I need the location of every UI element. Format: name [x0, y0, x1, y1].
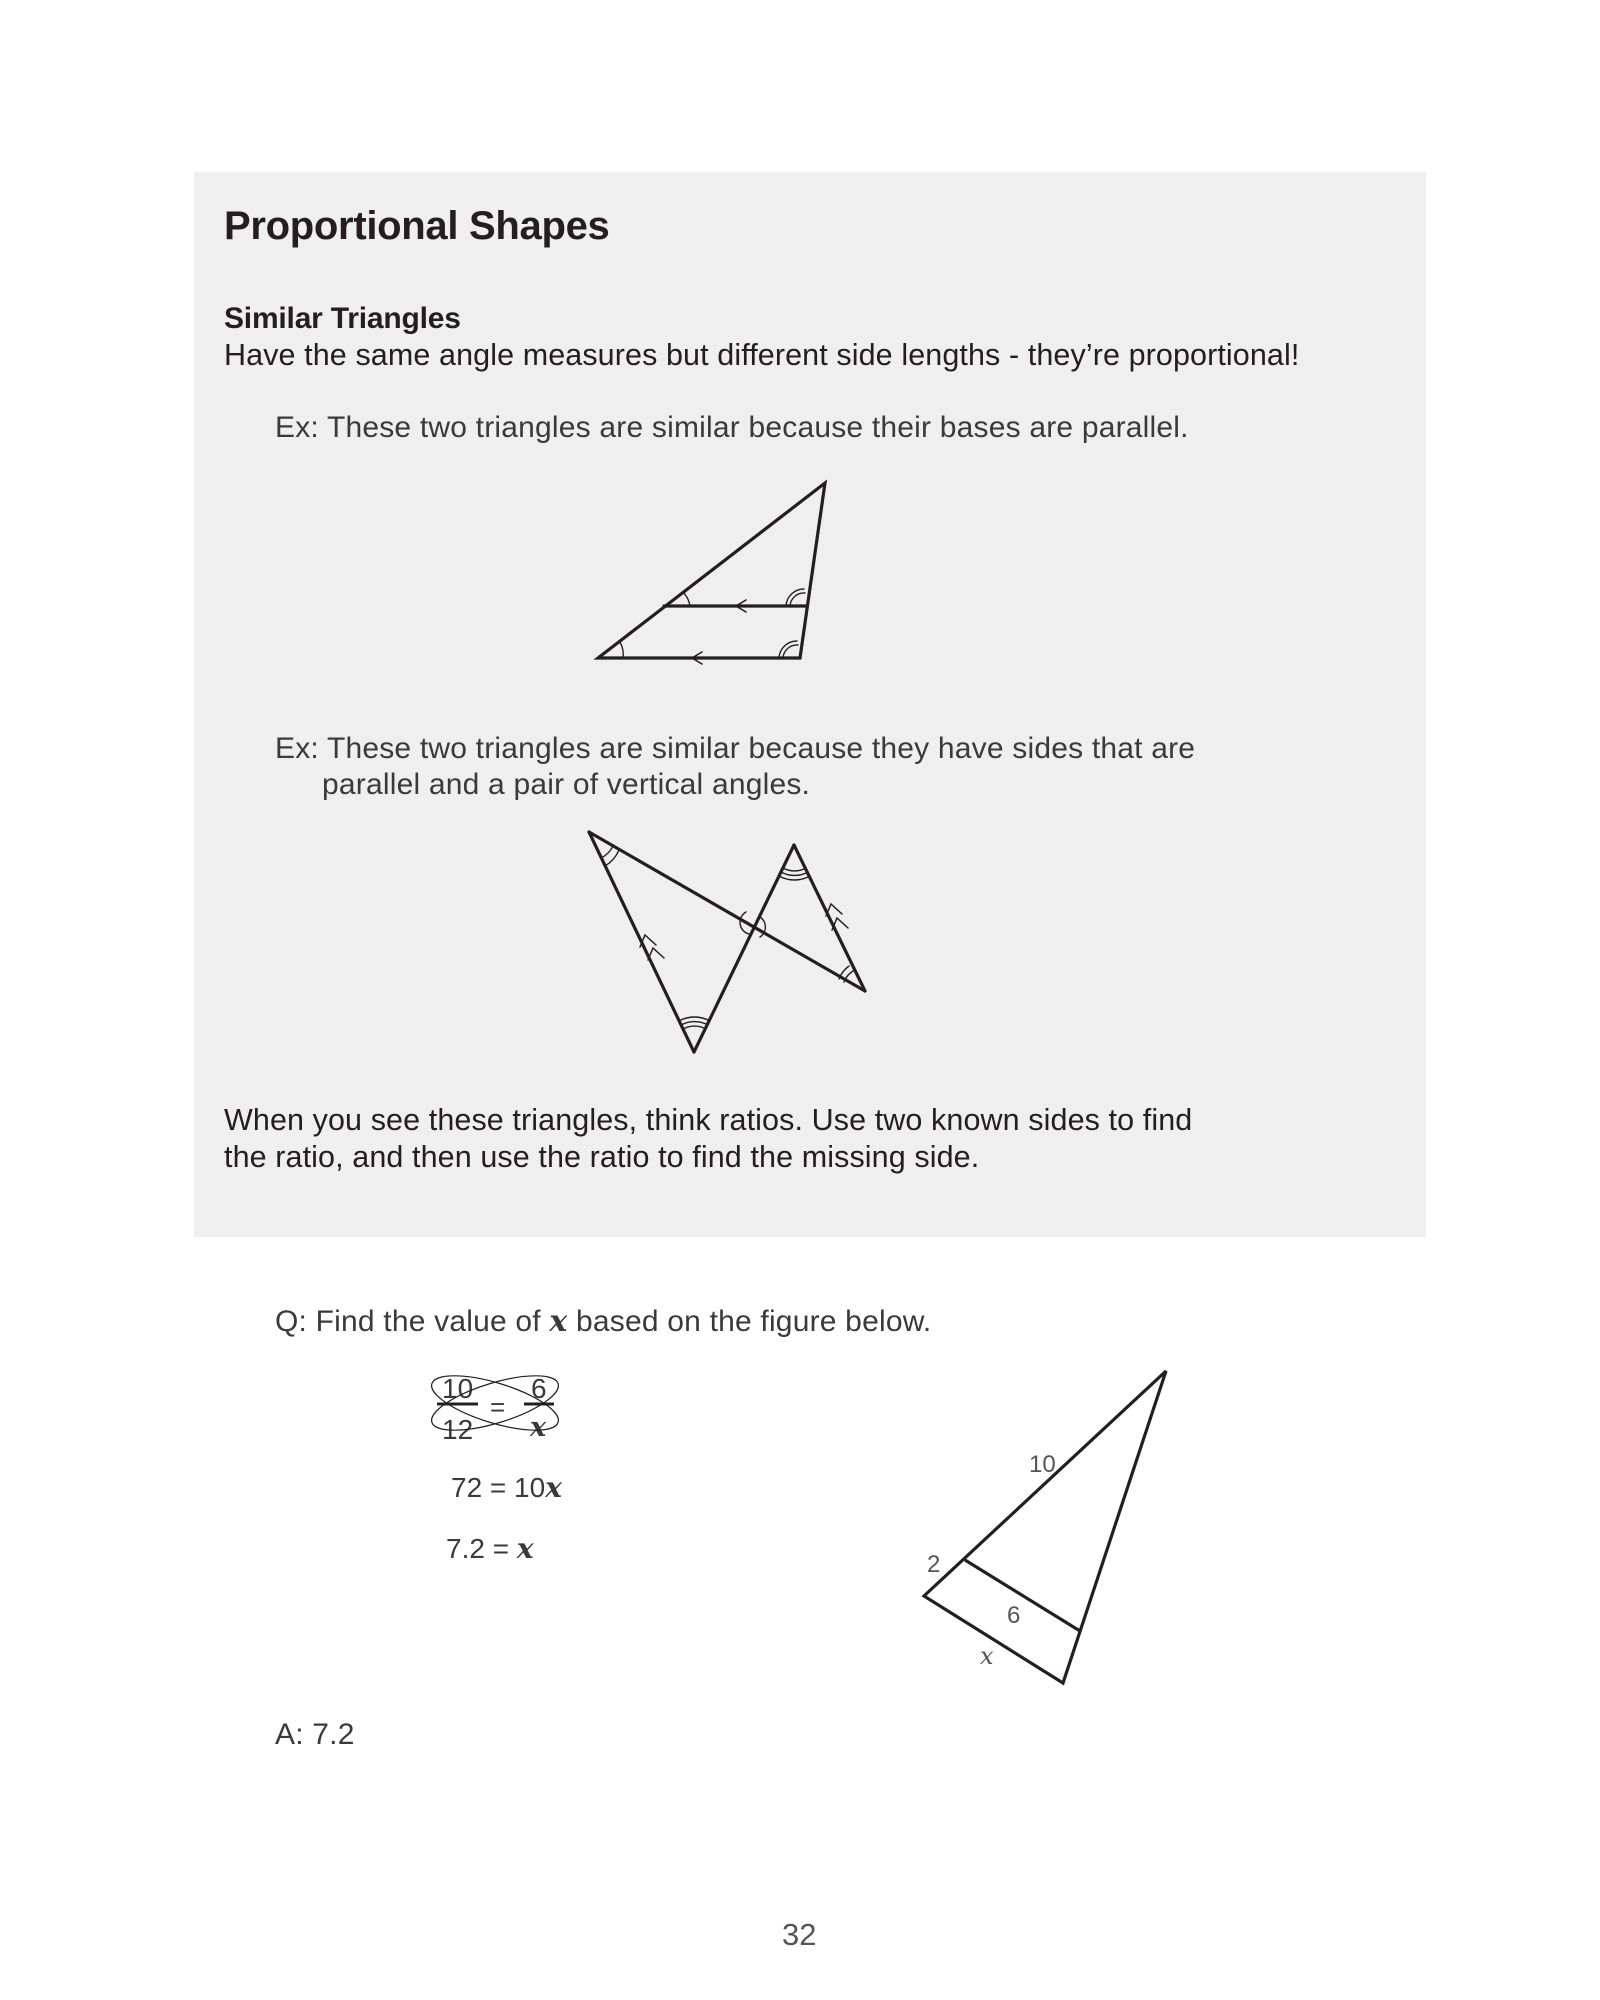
page-title: Proportional Shapes	[224, 204, 610, 248]
question-triangle-figure	[924, 1371, 1166, 1683]
example-2-text-line1: Ex: These two triangles are similar because they have sides that are	[275, 732, 1196, 765]
label-side-6: 6	[1007, 1602, 1021, 1629]
label-side-10: 10	[1029, 1451, 1056, 1478]
question-variable: x	[549, 1304, 568, 1339]
fraction-right-numerator: 6	[531, 1373, 547, 1404]
label-side-2: 2	[927, 1551, 941, 1578]
fraction-left-numerator: 10	[442, 1373, 474, 1404]
step-2-variable: x	[516, 1532, 534, 1565]
answer-text: A: 7.2	[275, 1718, 355, 1751]
example-1-text: Ex: These two triangles are similar because their bases are parallel.	[275, 411, 1189, 444]
tip-text-line1: When you see these triangles, think ratios. Use two known sides to find	[224, 1103, 1193, 1137]
page-number: 32	[782, 1917, 817, 1952]
cross-multiplication-figure	[426, 1365, 564, 1442]
step-2-expression: 7.2 =	[446, 1533, 517, 1564]
subheading: Similar Triangles	[224, 302, 461, 335]
fraction-equals: =	[490, 1392, 506, 1422]
tip-text-line2: the ratio, and then use the ratio to find the missing side.	[224, 1140, 980, 1174]
question-suffix: based on the figure below.	[567, 1305, 932, 1338]
question-prefix: Q: Find the value of	[275, 1305, 550, 1338]
fraction-right-denominator: x	[530, 1412, 547, 1443]
label-side-x: x	[980, 1642, 994, 1670]
step-1-variable: x	[545, 1471, 562, 1504]
step-1-expression: 72 = 10	[451, 1472, 546, 1503]
definition-text: Have the same angle measures but different side lengths - they’re proportional!	[224, 338, 1300, 372]
example-2-text-line2: parallel and a pair of vertical angles.	[322, 768, 811, 801]
similar-triangles-vertical-angles-figure	[589, 832, 865, 1052]
similar-triangles-parallel-figure	[598, 483, 825, 664]
fraction-left-denominator: 12	[442, 1414, 474, 1445]
